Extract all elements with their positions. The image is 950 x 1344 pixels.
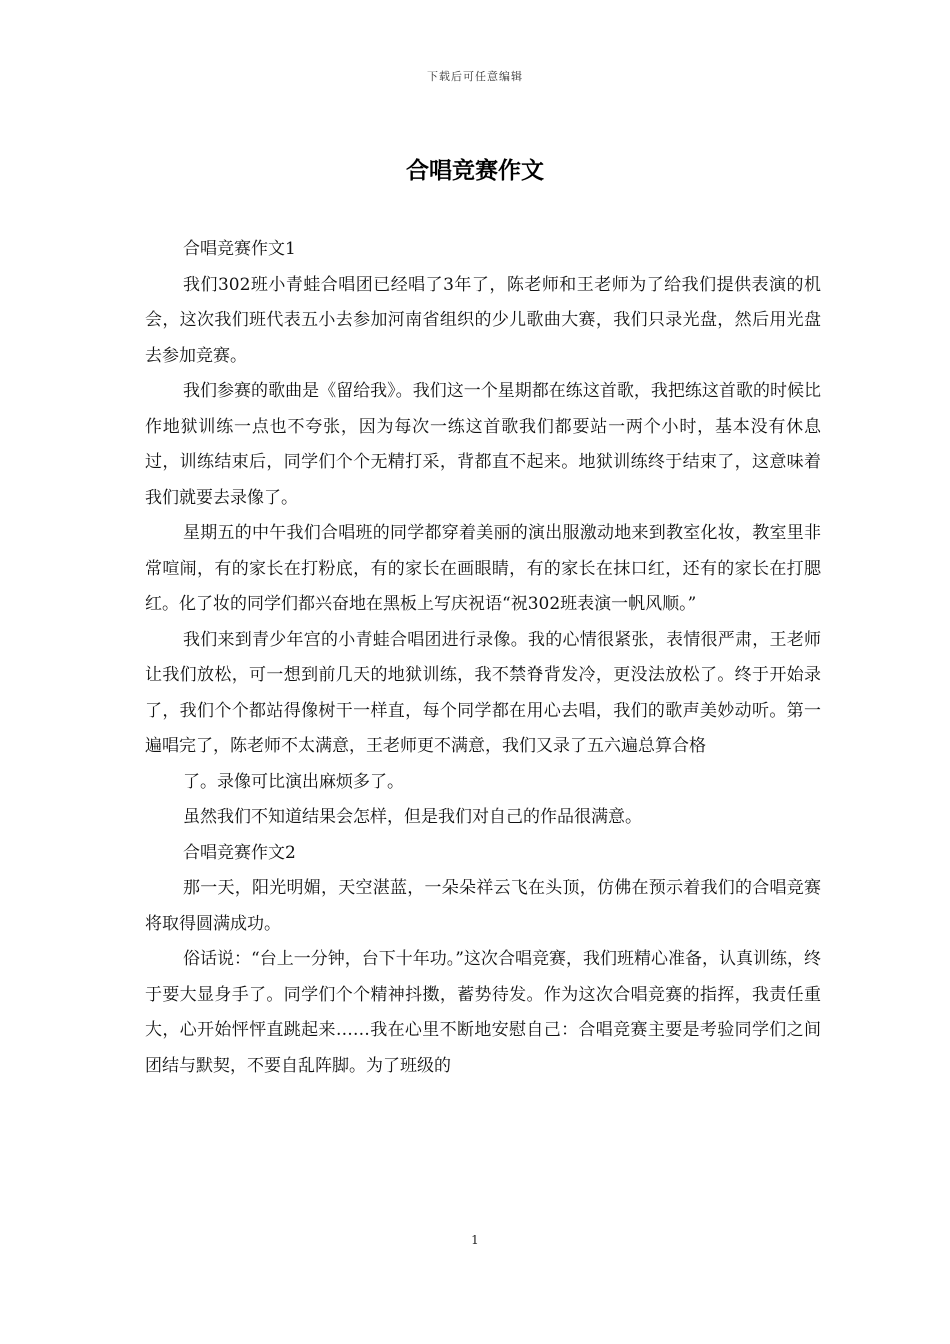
paragraph: 我们302班小青蛙合唱团已经唱了3年了，陈老师和王老师为了给我们提供表演的机会，这次我们班代表五小去参加河南省组织的少儿歌曲大赛，我们只录光盘，然后用光盘去参加竞赛。	[145, 274, 821, 366]
paragraph: 了。录像可比演出麻烦多了。	[183, 771, 404, 792]
paragraph: 我们来到青少年宫的小青蛙合唱团进行录像。我的心情很紧张，表情很严肃，王老师让我们放松，可一想到前几天的地狱训练，我不禁脊背发冷，更没法放松了。终于开始录了，我们个个都站得像树干一样直，每个同学都在用心去唱，我们的歌声美妙动听。第一遍唱完了，陈老师不太满意，王老师更不满意，我们又录了五六遍总算合格	[145, 629, 821, 756]
paragraph: 那一天，阳光明媚，天空湛蓝，一朵朵祥云飞在头顶，仿佛在预示着我们的合唱竞赛将取得圆满成功。	[145, 878, 821, 934]
section-heading: 合唱竞赛作文1	[183, 239, 296, 259]
paragraph: 星期五的中午我们合唱班的同学都穿着美丽的演出服激动地来到教室化妆，教室里非常喧闹，有的家长在打粉底，有的家长在画眼睛，有的家长在抹口红，还有的家长在打腮红。化了妆的同学们都兴奋地在黑板上写庆祝语“祝302班表演一帆风顺。”	[145, 523, 821, 614]
section-heading: 合唱竞赛作文2	[183, 842, 296, 863]
paragraph: 俗话说：“台上一分钟，台下十年功。”这次合唱竞赛，我们班精心准备，认真训练，终于要大显身手了。同学们个个精神抖擞，蓄势待发。作为这次合唱竞赛的指挥，我责任重大，心开始怦怦直跳起来……我在心里不断地安慰自己：合唱竞赛主要是考验同学们之间团结与默契，不要自乱阵脚。为了班级的	[145, 949, 821, 1076]
paragraph: 我们参赛的歌曲是《留给我》。我们这一个星期都在练这首歌，我把练这首歌的时候比作地狱训练一点也不夸张，因为每次一练这首歌我们都要站一两个小时，基本没有休息过，训练结束后，同学们个个无精打采，背都直不起来。地狱训练终于结束了，这意味着我们就要去录像了。	[145, 381, 821, 508]
document-body	[145, 232, 821, 1084]
document-title: 合唱竞赛作文	[406, 157, 544, 184]
page-number: 1	[471, 1233, 479, 1247]
paragraph: 虽然我们不知道结果会怎样，但是我们对自己的作品很满意。	[183, 807, 642, 827]
page-header: 下载后可任意编辑	[427, 70, 523, 83]
